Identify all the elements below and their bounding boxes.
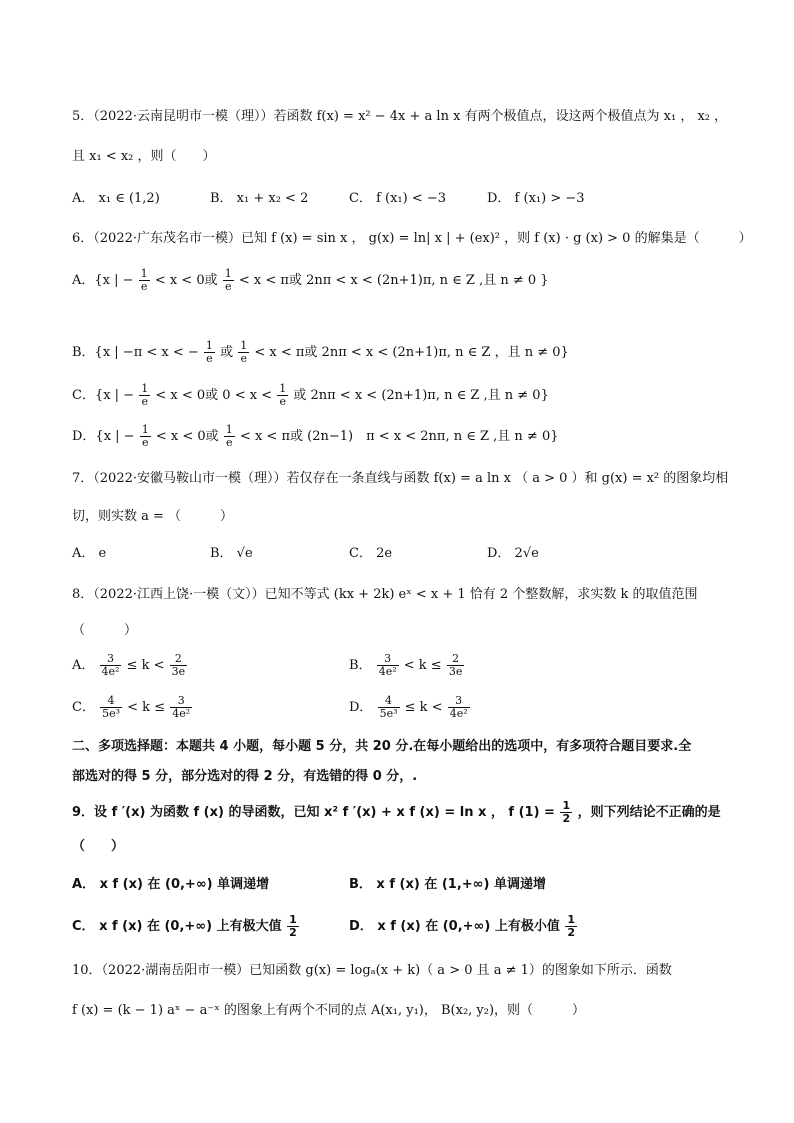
fraction: [560, 800, 572, 825]
fraction-denominator: e: [206, 352, 213, 365]
fraction: [377, 653, 399, 678]
fraction: [170, 695, 192, 720]
fraction: [378, 695, 400, 720]
q8-a-label: A．: [72, 658, 95, 673]
q6-b-text-3: < x < π或 2nπ < x < (2n+1)π, n ∈ Z ，且 n ≠ 0}: [254, 345, 569, 360]
fraction-numerator: 1: [224, 267, 232, 280]
fraction-numerator: 3: [448, 695, 470, 708]
fraction-numerator: 1: [140, 267, 148, 280]
q8-option-b: [349, 653, 465, 678]
fraction: [565, 914, 577, 939]
fraction-numerator: 1: [240, 339, 248, 352]
fraction-denominator: 4e²: [172, 707, 191, 720]
q5-stem: 5．（2022·云南昆明市一模（理））若函数 f(x) = x² − 4x + a ln x 有两个极值点，设这两个极值点为 x₁ ， x₂ ，: [72, 109, 728, 124]
q8-option-c: [72, 695, 193, 720]
fraction-denominator: 3e: [171, 665, 186, 678]
fraction-numerator: 3: [100, 653, 122, 666]
fraction-numerator: 4: [378, 695, 400, 708]
fraction: [139, 383, 150, 408]
fraction-denominator: 2: [289, 926, 297, 939]
q8-stem: 8．（2022·江西上饶·一模（文））已知不等式 (kx + 2k) eˣ < x + 1 恰有 2 个整数解，求实数 k 的取值范围: [72, 587, 698, 602]
q7-option-d: D． 2√e: [487, 546, 539, 561]
q7-option-a: A． e: [72, 546, 107, 561]
q8-option-d: [349, 695, 471, 720]
q8-c-label: C．: [72, 700, 95, 715]
fraction: [100, 695, 122, 720]
q6-option-a: [72, 268, 549, 293]
fraction-numerator: 3: [170, 695, 192, 708]
fraction-denominator: 2: [567, 926, 576, 939]
q5-stem-cont: 且 x₁ < x₂ ，则（ ）: [72, 149, 216, 164]
q5-option-b: B． x₁ + x₂ < 2: [210, 191, 309, 206]
fraction-numerator: 4: [100, 695, 122, 708]
q6-a-text-1: A．{x | −: [72, 273, 134, 288]
fraction-numerator: 1: [141, 423, 149, 436]
fraction-numerator: 3: [377, 653, 399, 666]
fraction-numerator: 1: [562, 799, 571, 812]
fraction-numerator: 2: [447, 653, 465, 666]
q9-option-b: B． x f (x) 在 (1,+∞) 单调递增: [349, 877, 546, 892]
fraction-denominator: e: [141, 436, 149, 449]
q6-option-c: [72, 383, 549, 408]
fraction: [224, 424, 235, 449]
q6-b-text-1: B．{x | −π < x < −: [72, 345, 199, 360]
fraction-denominator: e: [240, 352, 247, 365]
q9-stem: [72, 800, 721, 825]
section-heading: 二、多项选择题：本题共 4 小题，每小题 5 分，共 20 分.在每小题给出的选项中，有多项符合题目要求.全: [72, 739, 692, 754]
fraction-denominator: 3e: [448, 665, 463, 678]
q7-option-b: B． √e: [210, 546, 253, 561]
q10-stem-cont: f (x) = (k − 1) aˣ − a⁻ˣ 的图象上有两个不同的点 A(x₁, y₁)， B(x₂, y₂)，则（ ）: [72, 1003, 586, 1018]
fraction: [140, 424, 151, 449]
q7-option-c: C． 2e: [349, 546, 393, 561]
fraction-numerator: 1: [141, 382, 149, 395]
q8-d-op: ≤ k <: [404, 700, 443, 715]
q7-stem-cont: 切，则实数 a = （ ）: [72, 509, 234, 524]
fraction-denominator: e: [226, 436, 233, 449]
fraction: [139, 268, 150, 293]
q5-option-a: A． x₁ ∈ (1,2): [72, 191, 160, 206]
fraction: [223, 268, 234, 293]
q7-stem: 7．（2022·安徽马鞍山市一模（理））若仅存在一条直线与函数 f(x) = a ln x （ a > 0 ）和 g(x) = x² 的图象均相: [72, 471, 729, 486]
q8-c-op: < k ≤: [127, 700, 166, 715]
q6-c-text-2: < x < 0或 0 < x <: [155, 388, 273, 403]
fraction: [448, 695, 470, 720]
fraction-denominator: e: [279, 395, 286, 408]
q8-b-op: < k ≤: [403, 658, 442, 673]
q6-d-text-3: < x < π或 (2n−1) π < x < 2nπ, n ∈ Z ,且 n ≠ 0}: [239, 429, 559, 444]
q6-d-text-2: < x < 0或: [155, 429, 219, 444]
fraction: [100, 653, 122, 678]
q9-option-a: A． x f (x) 在 (0,+∞) 单调递增: [72, 877, 270, 892]
q6-option-b: [72, 340, 569, 365]
fraction: [204, 340, 215, 365]
fraction-numerator: 1: [279, 382, 287, 395]
q10-stem: 10．（2022·湖南岳阳市一模）已知函数 g(x) = logₐ(x + k)（ a > 0 且 a ≠ 1）的图象如下所示．函数: [72, 963, 672, 978]
fraction-numerator: 1: [567, 913, 576, 926]
fraction-numerator: 2: [170, 653, 188, 666]
q5-option-c: C． f (x₁) < −3: [349, 191, 447, 206]
q9-stem-text-1: 9．设 f ′(x) 为函数 f (x) 的导函数，已知 x² f ′(x) + x f (x) = ln x ， f (1) =: [72, 805, 555, 820]
fraction-denominator: e: [141, 395, 148, 408]
fraction-denominator: 5e³: [102, 707, 121, 720]
q9-option-d: [349, 914, 578, 939]
q6-d-text-1: D．{x | −: [72, 429, 135, 444]
fraction-denominator: 4e²: [101, 665, 120, 678]
section-heading-cont: 部选对的得 5 分，部分选对的得 2 分，有选错的得 0 分，.: [72, 769, 418, 784]
fraction-denominator: 5e³: [379, 707, 398, 720]
fraction: [287, 914, 299, 939]
q9-stem-text-2: ，则下列结论不正确的是: [577, 805, 721, 820]
q8-b-label: B．: [349, 658, 372, 673]
fraction: [447, 653, 465, 678]
q9-d-text: D． x f (x) 在 (0,+∞) 上有极小值: [349, 919, 560, 934]
q6-b-text-2: 或: [220, 345, 234, 360]
fraction: [170, 653, 188, 678]
q8-stem-cont: （ ）: [72, 623, 138, 638]
q8-d-label: D．: [349, 700, 373, 715]
q5-option-d: D． f (x₁) > −3: [487, 191, 585, 206]
q6-option-d: [72, 424, 558, 449]
fraction-denominator: 4e²: [449, 707, 468, 720]
fraction-denominator: 4e²: [378, 665, 397, 678]
fraction-numerator: 1: [225, 423, 233, 436]
fraction-denominator: e: [224, 280, 232, 293]
fraction-numerator: 1: [289, 913, 297, 926]
fraction-denominator: 2: [562, 812, 571, 825]
q8-a-op: ≤ k <: [126, 658, 165, 673]
q6-stem: 6．（2022·广东茂名市一模）已知 f (x) = sin x ， g(x) = ln| x | + (ex)² ，则 f (x) · g (x) > 0 的解集是（ ）: [72, 231, 752, 246]
fraction-denominator: e: [140, 280, 148, 293]
q6-a-text-2: < x < 0或: [154, 273, 218, 288]
q9-option-c: [72, 914, 300, 939]
q6-c-text-1: C．{x | −: [72, 388, 135, 403]
q9-stem-cont: （ ）: [72, 839, 125, 854]
q8-option-a: [72, 653, 188, 678]
q9-c-text: C． x f (x) 在 (0,+∞) 上有极大值: [72, 919, 282, 934]
q6-a-text-3: < x < π或 2nπ < x < (2n+1)π, n ∈ Z ,且 n ≠ 0 }: [238, 273, 549, 288]
fraction-numerator: 1: [205, 339, 213, 352]
fraction: [277, 383, 288, 408]
q6-c-text-3: 或 2nπ < x < (2n+1)π, n ∈ Z ,且 n ≠ 0}: [293, 388, 549, 403]
fraction: [238, 340, 249, 365]
